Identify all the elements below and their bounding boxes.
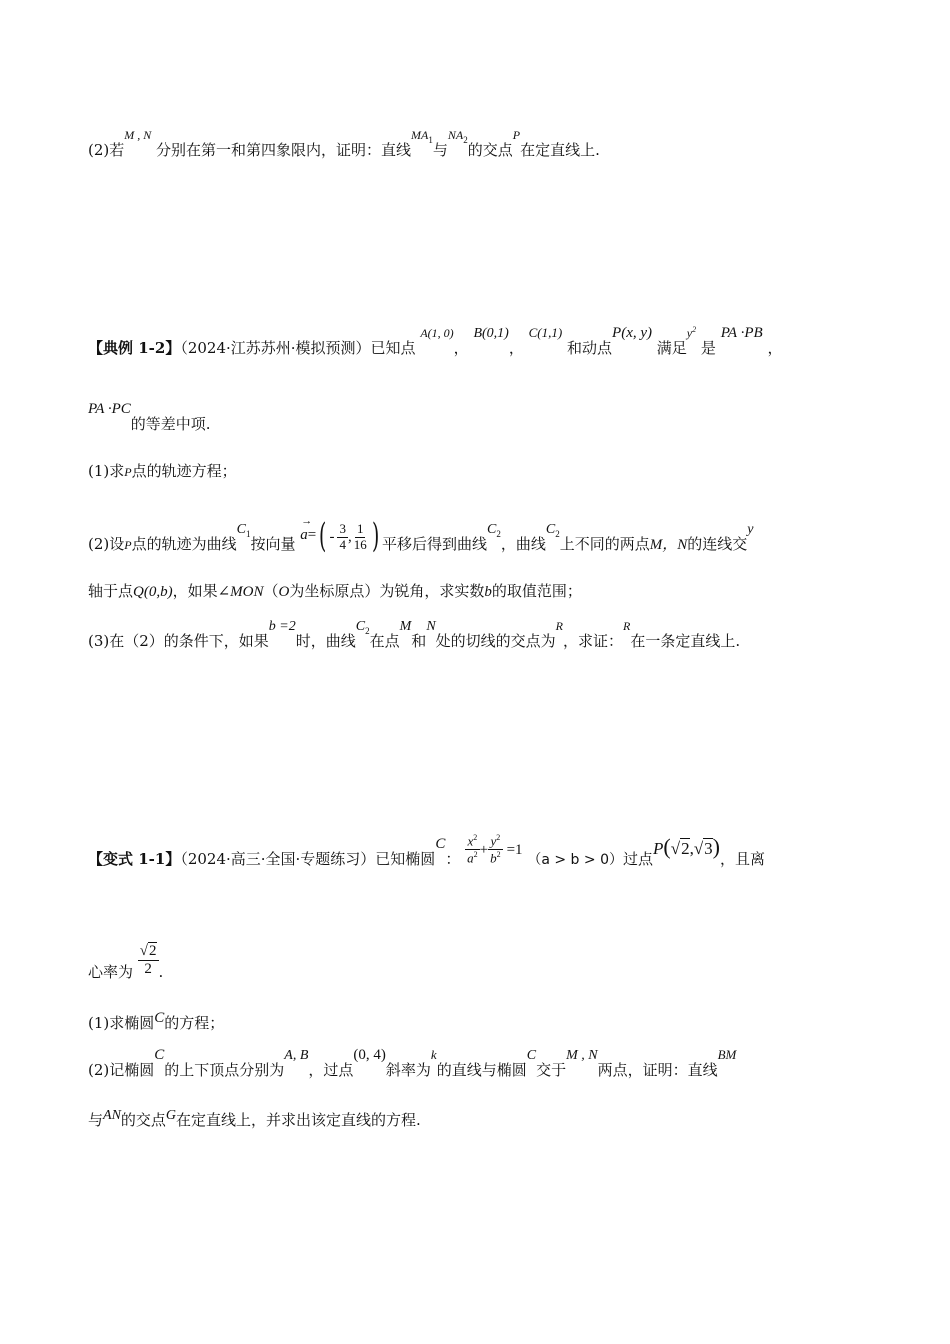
ex12-q2b-angle: ∠MON [217, 584, 264, 600]
ex12-q3-text1: 时，曲线 [295, 632, 356, 650]
ex12-q2-text1: 点的轨迹为曲线 [131, 535, 237, 553]
ex12-line1 [88, 325, 783, 357]
p1-label: (2)若 [88, 141, 125, 159]
var11-text2: ，且离 [719, 849, 765, 868]
frac-x2 [465, 833, 479, 849]
ex12-q1 [88, 464, 237, 479]
var11-x: x [467, 833, 474, 849]
ex12-comma3: ， [767, 339, 783, 357]
var11-frac-y2-b2 [488, 833, 503, 867]
frac-y2 [488, 833, 502, 849]
p1-na-sub: 2 [463, 135, 468, 145]
ex12-text3: 是 [700, 339, 716, 357]
p1-ma-sub: 1 [428, 135, 433, 145]
ex12-q2b-o: O [278, 584, 290, 600]
ex12-q2b-b: b [484, 584, 492, 600]
var11-q2-k: k [430, 1047, 437, 1062]
ex12-y-sup: 2 [692, 325, 697, 334]
ex12-q3 [88, 619, 741, 650]
ex12-line2 [88, 401, 211, 433]
ex12-q3-c2-sub: 2 [365, 626, 370, 636]
var11-tag: 【变式 1-1】 [88, 849, 181, 868]
ex12-papb: PA ·PB [720, 325, 763, 341]
ex12-q1-text: 点的轨迹方程； [131, 462, 237, 480]
var11-c: C [435, 835, 446, 852]
var11-point-p: P(√2,√3) [653, 833, 720, 859]
var11-q2-text5: 交于 [536, 1061, 567, 1079]
var11-q2-ab: A, B [284, 1048, 309, 1063]
ex12-q2-text6: 的连线交 [687, 535, 748, 553]
ex12-q2-c2-text: C [487, 522, 497, 537]
ex12-q2-text5: 上不同的两点 [559, 535, 650, 553]
var11-period: . [158, 962, 164, 981]
var11-a-sup: 2 [473, 850, 478, 860]
ex12-q2b-text3: （ [263, 582, 279, 600]
ex12-q2-text4: ，曲线 [500, 535, 546, 553]
p1-yu: 与 [432, 141, 448, 159]
ex12-q2b-text2: ，如果 [172, 582, 218, 600]
ex12-q2-p: P [124, 538, 132, 552]
ecc-num: √2 [138, 943, 159, 961]
ex12-point-b: B(0,1) [473, 326, 509, 341]
ex12-point-p: P(x, y) [612, 325, 652, 341]
var11-y: y [490, 833, 497, 849]
var11-line2 [88, 943, 164, 991]
var11-q2b-text1: 与 [88, 1111, 104, 1129]
ex12-text2: 满足 [656, 339, 687, 357]
ex12-comma2: ， [508, 339, 524, 357]
ex12-q2-c2-sub: 2 [496, 529, 501, 539]
p1-ma-text: MA [411, 128, 429, 142]
ex12-q3-c2-text: C [355, 619, 366, 634]
ex12-q2-text2: 按向量 [250, 535, 296, 553]
ex12-q3-text5: ，求证： [563, 632, 624, 650]
ex12-q3-label: (3)在（2）的条件下，如果 [88, 632, 269, 650]
var11-q2-text4: 的直线与椭圆 [436, 1061, 527, 1079]
var11-q2-label: (2)记椭圆 [88, 1061, 155, 1079]
p1-p: P [512, 128, 521, 142]
p1-text1: 分别在第一和第四象限内，证明：直线 [156, 141, 412, 159]
ex12-papc: PA ·PC [88, 401, 131, 417]
vector-arrow-icon: → [301, 515, 313, 527]
ex12-y2 [687, 326, 696, 340]
var11-q2-pt: (0, 4) [353, 1047, 386, 1063]
ex12-point-c: C(1,1) [528, 325, 563, 340]
ex12-minus: - [329, 529, 335, 545]
p1-na [447, 128, 468, 145]
var11-q2b-text2: 的交点 [120, 1111, 166, 1129]
var11-p-letter: P [653, 838, 664, 858]
ex12-q2-c1 [237, 522, 251, 537]
var11-q2-text3: 斜率为 [385, 1061, 431, 1079]
ex12-q3-m: M [399, 619, 412, 634]
ex12-q3-text2: 在点 [369, 632, 400, 650]
ex12-frac-1-16 [352, 522, 369, 553]
ex12-q2b [88, 584, 582, 600]
ex12-tag: 【典例 1-2】 [88, 339, 181, 357]
var11-q2-text2: ，过点 [308, 1061, 354, 1079]
var11-colon: ： [445, 849, 461, 868]
var11-plus: + [479, 841, 489, 858]
var11-text1: 过点 [622, 849, 653, 868]
var11-q2-mn: M , N [566, 1048, 598, 1063]
var11-eq1: =1 [506, 841, 523, 858]
ex12-text1: 和动点 [567, 339, 613, 357]
ex12-frac-3-4 [337, 522, 348, 553]
ex12-q1-label: (1)求 [88, 462, 125, 480]
ex12-q2b-q: Q(0,b) [133, 584, 173, 600]
ex12-q2-y: y [747, 522, 754, 537]
var11-frac-x2-a2 [465, 833, 480, 867]
var11-sqrt3: 3 [704, 838, 713, 858]
ex12-q3-text4: 处的切线的交点为 [435, 632, 556, 650]
ex12-q3-text6: 在一条定直线上. [630, 632, 741, 650]
ex12-q2-c2 [487, 522, 501, 537]
ex12-q2b-text5: 的取值范围； [491, 582, 582, 600]
var11-text3: 心率为 [88, 962, 134, 981]
ex12-q2b-text4: 为坐标原点）为锐角，求实数 [289, 582, 485, 600]
var11-q2b [88, 1108, 421, 1129]
var11-q2 [88, 1047, 737, 1079]
var11-q2-bm: BM [717, 1047, 737, 1062]
ex12-q2-c1-sub: 1 [245, 529, 251, 539]
var11-eccentricity [138, 943, 159, 979]
ex12-q3-r: R [555, 619, 564, 633]
ex12-q3-b: b =2 [268, 619, 296, 634]
ex12-q2-c1-text: C [236, 522, 246, 537]
ex12-point-a: A(1, 0) [420, 326, 454, 340]
ex12-q1-p: P [124, 465, 132, 479]
var11-line1 [88, 833, 765, 877]
var11-src: （2024·高三·全国·专题练习）已知椭圆 [180, 849, 436, 868]
var11-b-sup: 2 [496, 850, 501, 860]
ex12-src: （2024·江苏苏州·模拟预测）已知点 [180, 339, 416, 357]
p1-na-text: NA [447, 128, 464, 142]
var11-q2-c2: C [526, 1048, 537, 1063]
var11-q2b-g: G [165, 1108, 177, 1123]
ex12-q3-c2 [356, 619, 370, 634]
ex12-q2-c2b-sub: 2 [555, 529, 560, 539]
ex12-q3-r2: R [623, 619, 631, 633]
ex12-eq: = [307, 527, 317, 543]
var11-a: a [467, 850, 474, 866]
ex12-q2-label: (2)设 [88, 535, 125, 553]
p1-text2: 的交点 [467, 141, 513, 159]
frac-a2 [465, 850, 480, 866]
var11-b: b [490, 850, 497, 866]
ex12-text4: 的等差中项. [130, 415, 211, 433]
var11-q1-label: (1)求椭圆 [88, 1014, 155, 1032]
ecc-num-value: 2 [149, 943, 157, 959]
ex12-q2-text3: 平移后得到曲线 [382, 535, 488, 553]
p1-line [88, 128, 600, 159]
var11-sqrt2: 2 [681, 838, 690, 858]
var11-cond: （a > b > 0） [527, 851, 623, 868]
var11-q2-c: C [154, 1047, 165, 1063]
ex12-vector-a [300, 515, 313, 543]
frac1-num: 3 [339, 520, 346, 536]
ecc-den: 2 [144, 961, 152, 978]
var11-q2-text1: 的上下顶点分别为 [164, 1061, 285, 1079]
var11-q2b-text3: 在定直线上，并求出该定直线的方程. [176, 1111, 421, 1129]
ex12-q2-c2b-text: C [545, 522, 556, 537]
frac2-num: 1 [356, 520, 364, 536]
ex12-q3-text3: 和 [411, 632, 427, 650]
ex12-y: y [686, 326, 693, 340]
ex12-q2-mn: M，N [649, 537, 688, 553]
var11-q1-text: 的方程； [164, 1014, 225, 1032]
var11-q2b-an: AN [103, 1108, 121, 1123]
var11-y-sup: 2 [496, 833, 501, 842]
var11-q1 [88, 1010, 225, 1032]
var11-x-sup: 2 [473, 833, 478, 842]
frac2-den: 16 [353, 536, 367, 552]
ex12-vec-a-letter: a [300, 527, 308, 543]
p1-ma [411, 128, 433, 145]
p1-mn: M , N [124, 128, 152, 142]
var11-q2-text6: 两点，证明：直线 [597, 1061, 718, 1079]
p1-text3: 在定直线上. [520, 141, 600, 159]
frac-b2 [488, 850, 503, 866]
ex12-q3-n: N [426, 619, 436, 634]
frac1-den: 4 [339, 536, 346, 552]
ex12-comma1: ， [453, 339, 469, 357]
var11-q1-c: C [154, 1010, 165, 1026]
ex12-q2: (2)设P点的轨迹为曲线$C_1$按向量 → a=( - $\frac{3}{4}$ , $\frac{1}{16}$ ) 平移后得到曲线$C_2$，曲线$C_2$上不同的两点M，N的连线交y [88, 515, 754, 556]
ex12-q2-c2b [546, 522, 560, 537]
ex12-q2b-text1: 轴于点 [88, 582, 134, 600]
